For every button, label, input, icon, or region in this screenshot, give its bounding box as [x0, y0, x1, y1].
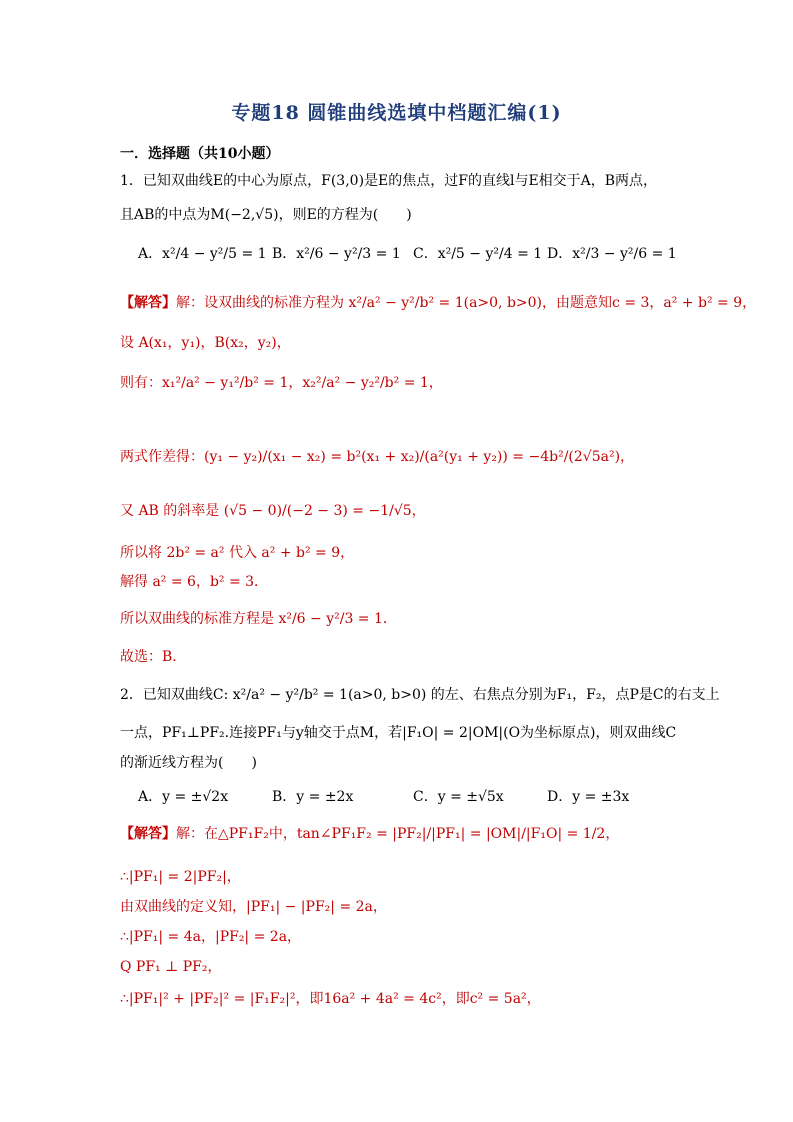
- q1-option-c: C．x²/5 − y²/4 = 1: [413, 246, 543, 262]
- q2-stem-line-2: 一点，PF₁⊥PF₂.连接PF₁与y轴交于点M，若|F₁O| = 2|OM|(O为坐标原点)，则双曲线C: [120, 725, 677, 741]
- q2-option-d: D．y = ±3x: [547, 789, 630, 805]
- q1-solution-line-9: 故选：B．: [120, 649, 187, 665]
- q2-solution-line-2: ∴|PF₁| = 2|PF₂|，: [120, 869, 241, 885]
- q2-option-c: C．y = ±√5x: [413, 789, 504, 805]
- q1-stem-line-1: 1．已知双曲线E的中心为原点，F(3,0)是E的焦点，过F的直线l与E相交于A，B两点，: [120, 173, 658, 189]
- q1-solution-line-5: 又 AB 的斜率是 (√5 − 0)/(−2 − 3) = −1/√5，: [120, 503, 426, 519]
- q2-option-a: A．y = ±√2x: [138, 789, 229, 805]
- q2-solution-line-1: [120, 823, 619, 843]
- page-title: 专题18 圆锥曲线选填中档题汇编(1): [231, 102, 562, 124]
- q1-solution-line-1: [120, 292, 756, 312]
- q1-solution-line-8: 所以双曲线的标准方程是 x²/6 − y²/3 = 1．: [120, 611, 397, 627]
- section-heading: 一．选择题（共10小题）: [120, 146, 280, 162]
- q1-solution-tag: 【解答】: [120, 295, 176, 311]
- q1-option-a: A．x²/4 − y²/5 = 1: [138, 246, 267, 262]
- q1-stem-line-2: 且AB的中点为M(−2,√5)，则E的方程为( ): [120, 207, 412, 223]
- q1-solution-line-4: 两式作差得：(y₁ − y₂)/(x₁ − x₂) = b²(x₁ + x₂)/(a²(y₁ + y₂)) = −4b²/(2√5a²)，: [120, 449, 635, 465]
- q1-solution-line-7: 解得 a² = 6，b² = 3．: [120, 574, 269, 590]
- q1-solution-line-2: 设 A(x₁，y₁)，B(x₂，y₂)，: [120, 335, 291, 351]
- q2-solution-line-4: ∴|PF₁| = 4a，|PF₂| = 2a，: [120, 929, 302, 945]
- q2-solution-line-5: Q PF₁ ⊥ PF₂，: [120, 959, 222, 975]
- q2-stem-line-3: 的渐近线方程为( ): [120, 755, 257, 771]
- q2-solution-tag: 【解答】: [120, 826, 176, 842]
- q1-option-b: B．x²/6 − y²/3 = 1: [272, 246, 401, 262]
- q2-stem-line-1: 2．已知双曲线C: x²/a² − y²/b² = 1(a>0, b>0) 的左、右焦点分别为F₁，F₂，点P是C的右支上: [120, 687, 720, 703]
- q1-solution-line-6: 所以将 2b² = a² 代入 a² + b² = 9，: [120, 545, 355, 561]
- q2-solution-line-3: 由双曲线的定义知，|PF₁| − |PF₂| = 2a，: [120, 899, 387, 915]
- q2-solution-line-6: ∴|PF₁|² + |PF₂|² = |F₁F₂|²，即16a² + 4a² = 4c²，即c² = 5a²，: [120, 991, 541, 1007]
- q1-option-d: D．x²/3 − y²/6 = 1: [547, 246, 677, 262]
- q1-solution-line-3: 则有：x₁²/a² − y₁²/b² = 1，x₂²/a² − y₂²/b² = 1，: [120, 375, 443, 391]
- q1-solution-text-1: 解：设双曲线的标准方程为 x²/a² − y²/b² = 1(a>0, b>0)，由题意知c = 3，a² + b² = 9，: [176, 295, 757, 311]
- q2-option-b: B．y = ±2x: [272, 789, 354, 805]
- q2-solution-text-1: 解：在△PF₁F₂中，tan∠PF₁F₂ = |PF₂|/|PF₁| = |OM|/|F₁O| = 1/2，: [176, 826, 620, 842]
